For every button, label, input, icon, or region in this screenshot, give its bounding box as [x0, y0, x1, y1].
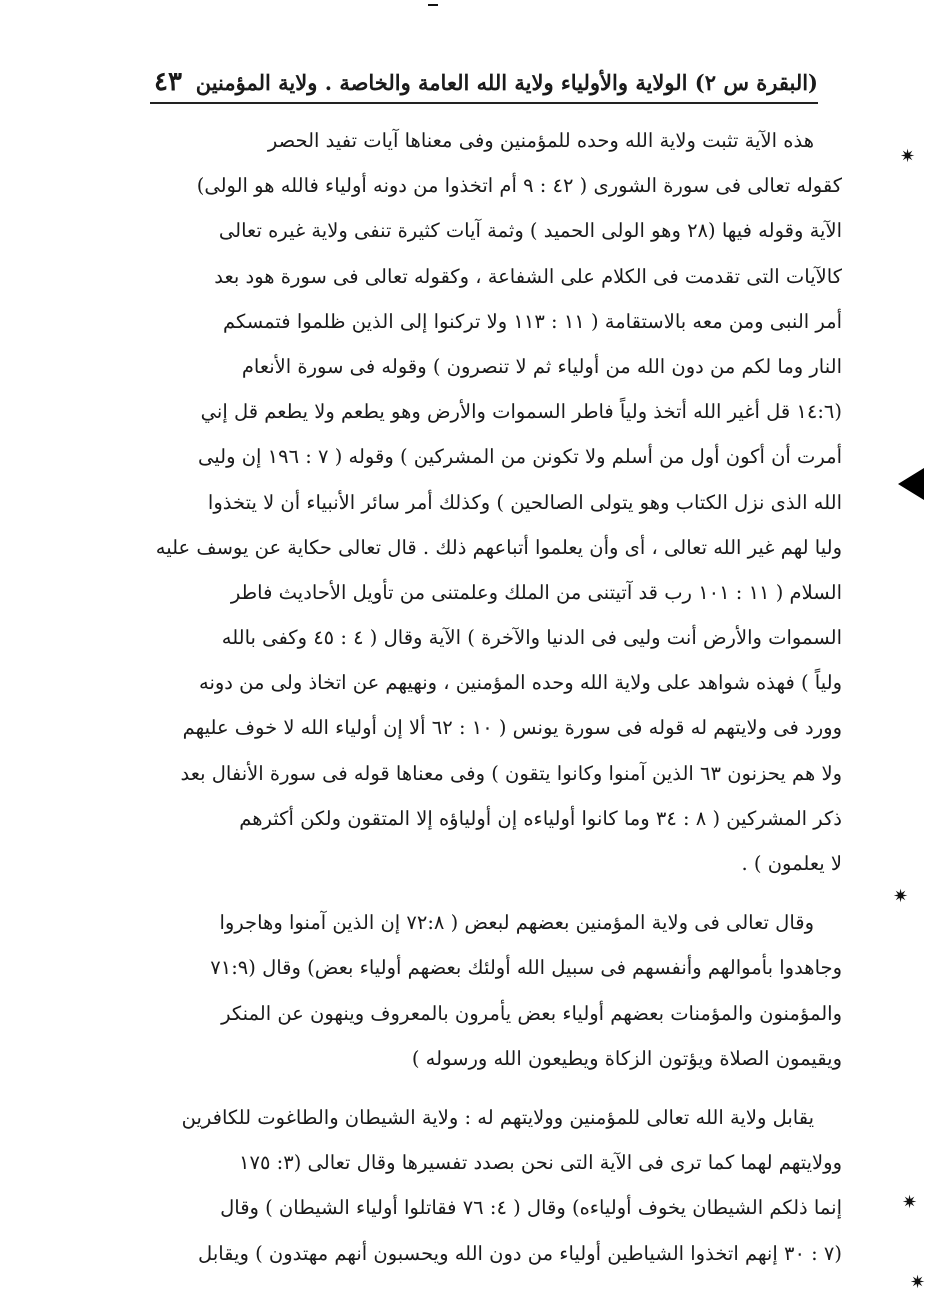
- text-line: والمؤمنون والمؤمنات بعضهم أولياء بعض يأمرون بالمعروف وينهون عن المنكر: [221, 1001, 842, 1025]
- text-line: هذه الآية تثبت ولاية الله وحده للمؤمنين وفى معناها آيات تفيد الحصر: [267, 129, 814, 152]
- margin-mark-icon: ✷: [902, 1192, 918, 1213]
- text-line: كالآيات التى تقدمت فى الكلام على الشفاعة ، وكقوله تعالى فى سورة هود بعد: [214, 264, 842, 288]
- page-number: ٤٣: [154, 67, 182, 97]
- paragraph-gap: [126, 886, 842, 900]
- paragraph: [126, 1095, 842, 1276]
- paragraph: [126, 900, 842, 1081]
- header-title: (البقرة س ٢) الولاية والأولياء ولاية الله العامة والخاصة . ولاية المؤمنين: [195, 69, 818, 95]
- running-header: [150, 62, 818, 104]
- text-line: الله الذى نزل الكتاب وهو يتولى الصالحين ) وكذلك أمر سائر الأنبياء أن لا يتخذوا: [207, 490, 842, 514]
- text-line: ويقيمون الصلاة ويؤتون الزكاة ويطيعون الله ورسوله ): [411, 1046, 842, 1070]
- margin-mark-icon: ✷: [900, 146, 916, 167]
- margin-mark-icon: [898, 468, 924, 500]
- text-line: وورد فى ولايتهم له قوله فى سورة يونس ( ١٠ : ٦٢ ألا إن أولياء الله لا خوف عليهم: [182, 716, 842, 740]
- text-line: (٧ : ٣٠ إنهم اتخذوا الشياطين أولياء من دون الله ويحسبون أنهم مهتدون ) ويقابل: [198, 1241, 842, 1265]
- body-text: [126, 118, 842, 1276]
- text-line: وولايتهم لهما كما ترى فى الآية التى نحن بصدد تفسيرها وقال تعالى (٣: ١٧٥: [239, 1151, 842, 1175]
- text-line: أمرت أن أكون أول من أسلم ولا تكونن من المشركين ) وقوله ( ٧ : ١٩٦ إن وليى: [198, 445, 842, 469]
- text-line: لا يعلمون ) .: [741, 852, 842, 875]
- text-line: وليا لهم غير الله تعالى ، أى وأن يعلموا أتباعهم ذلك . قال تعالى حكاية عن يوسف عليه: [155, 535, 842, 559]
- text-line: كقوله تعالى فى سورة الشورى ( ٤٢ : ٩ أم اتخذوا من دونه أولياء فالله هو الولى): [196, 174, 842, 198]
- paragraph: [126, 118, 842, 886]
- text-line: ولياً ) فهذه شواهد على ولاية الله وحده المؤمنين ، ونهيهم عن اتخاذ ولى من دونه: [199, 671, 842, 695]
- text-line: إنما ذلكم الشيطان يخوف أولياءه) وقال ( ٤: ٧٦ فقاتلوا أولياء الشيطان ) وقال: [220, 1196, 842, 1220]
- text-line: السموات والأرض أنت وليى فى الدنيا والآخرة ) الآية وقال ( ٤ : ٤٥ وكفى بالله: [221, 626, 842, 650]
- text-line: أمر النبى ومن معه بالاستقامة ( ١١ : ١١٣ ولا تركنوا إلى الذين ظلموا فتمسكم: [223, 309, 842, 333]
- text-line: وجاهدوا بأموالهم وأنفسهم فى سبيل الله أولئك بعضهم أولياء بعض) وقال (٧١:٩: [210, 956, 842, 980]
- text-line: السلام ( ١١ : ١٠١ رب قد آتيتنى من الملك وعلمتنى من تأويل الأحاديث فاطر: [230, 580, 842, 604]
- text-line: النار وما لكم من دون الله من أولياء ثم لا تنصرون ) وقوله فى سورة الأنعام: [241, 354, 842, 378]
- paragraph-gap: [126, 1081, 842, 1095]
- margin-mark-icon: ✷: [910, 1272, 926, 1293]
- text-line: وقال تعالى فى ولاية المؤمنين بعضهم لبعض ( ٧٢:٨ إن الذين آمنوا وهاجروا: [219, 911, 814, 935]
- scan-speck: [428, 4, 438, 6]
- text-line: الآية وقوله فيها (٢٨ وهو الولى الحميد ) وثمة آيات كثيرة تنفى ولاية غيره تعالى: [218, 219, 842, 243]
- margin-mark-icon: ✷: [893, 886, 909, 907]
- text-line: (١٤:٦ قل أغير الله أتخذ ولياً فاطر السموات والأرض وهو يطعم ولا يطعم قل إني: [200, 400, 842, 424]
- text-line: يقابل ولاية الله تعالى للمؤمنين وولايتهم له : ولاية الشيطان والطاغوت للكافرين: [181, 1105, 814, 1129]
- text-line: ذكر المشركين ( ٨ : ٣٤ وما كانوا أولياءه إن أولياؤه إلا المتقون ولكن أكثرهم: [239, 806, 842, 830]
- text-line: ولا هم يحزنون ٦٣ الذين آمنوا وكانوا يتقون ) وفى معناها قوله فى سورة الأنفال بعد: [180, 761, 842, 785]
